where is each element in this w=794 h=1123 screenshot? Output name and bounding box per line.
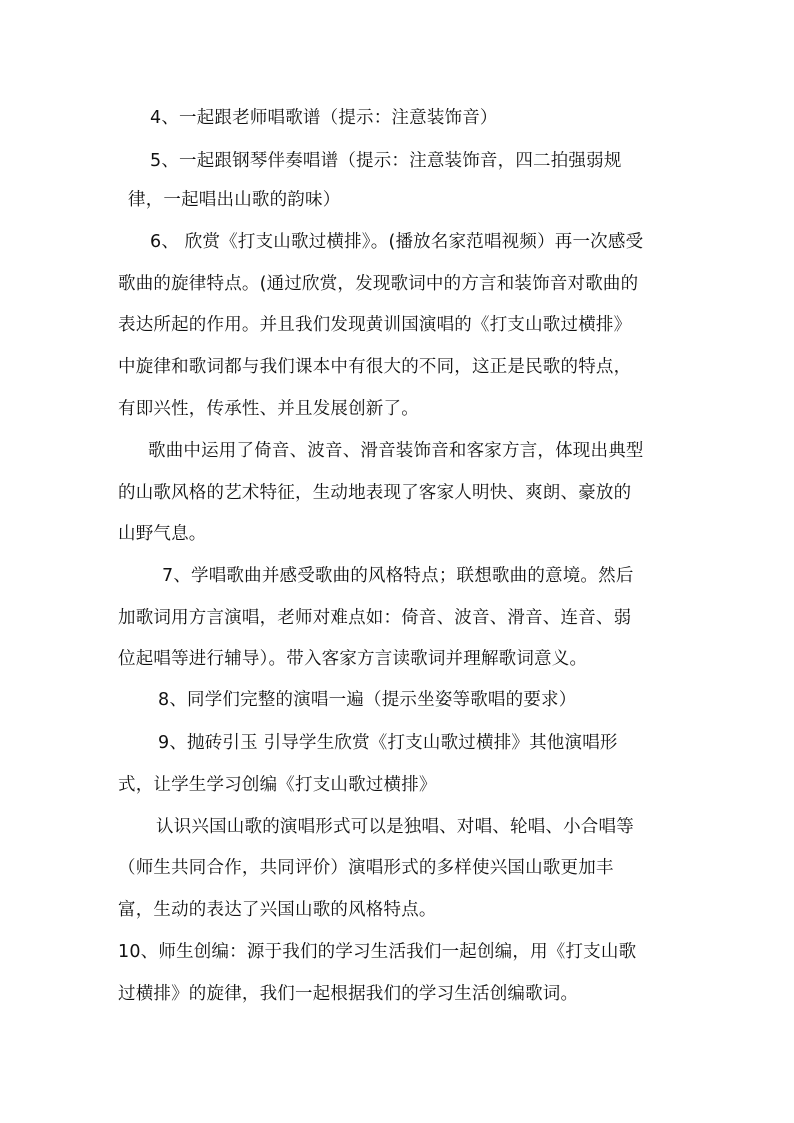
text-line: 的山歌风格的艺术特征，生动地表现了客家人明快、爽朗、豪放的: [118, 483, 632, 503]
text-line: （师生共同合作，共同评价）演唱形式的多样使兴国山歌更加丰: [118, 858, 614, 878]
text-line: 有即兴性，传承性、并且发展创新了。: [118, 399, 419, 419]
text-line: 加歌词用方言演唱，老师对难点如：倚音、波音、滑音、连音、弱: [118, 608, 632, 628]
text-line: 位起唱等进行辅导）。带入客家方言读歌词并理解歌词意义。: [118, 649, 588, 669]
text-line: 9、抛砖引玉 引导学生欣赏《打支山歌过横排》其他演唱形: [158, 733, 618, 753]
text-line: 过横排》的旋律，我们一起根据我们的学习生活创编歌词。: [118, 984, 579, 1004]
text-line: 式，让学生学习创编《打支山歌过横排》: [118, 775, 437, 795]
text-line: 表达所起的作用。并且我们发现黄训国演唱的《打支山歌过横排》: [118, 315, 632, 335]
text-line: 中旋律和歌词都与我们课本中有很大的不同，这正是民歌的特点，: [118, 357, 632, 377]
text-line: 认识兴国山歌的演唱形式可以是独唱、对唱、轮唱、小合唱等: [156, 817, 634, 837]
text-line: 10、师生创编：源于我们的学习生活我们一起创编，用《打支山歌: [118, 942, 637, 962]
text-line: 律，一起唱出山歌的韵味）: [128, 190, 341, 210]
text-line: 5、一起跟钢琴伴奏唱谱（提示：注意装饰音，四二拍强弱规: [150, 151, 622, 171]
text-line: 歌曲中运用了倚音、波音、滑音装饰音和客家方言，体现出典型: [148, 441, 644, 461]
text-line: 富，生动的表达了兴国山歌的风格特点。: [118, 900, 437, 920]
text-line: 8、同学们完整的演唱一遍（提示坐姿等歌唱的要求）: [158, 690, 577, 710]
text-line: 山野气息。: [118, 524, 207, 544]
text-line: 4、一起跟老师唱歌谱（提示：注意装饰音）: [150, 108, 498, 128]
text-line: 7、学唱歌曲并感受歌曲的风格特点；联想歌曲的意境。然后: [162, 566, 634, 586]
text-line: 歌曲的旋律特点。(通过欣赏，发现歌词中的方言和装饰音对歌曲的: [118, 274, 639, 294]
text-line: 6、 欣赏《打支山歌过横排》。(播放名家范唱视频）再一次感受: [150, 232, 644, 252]
